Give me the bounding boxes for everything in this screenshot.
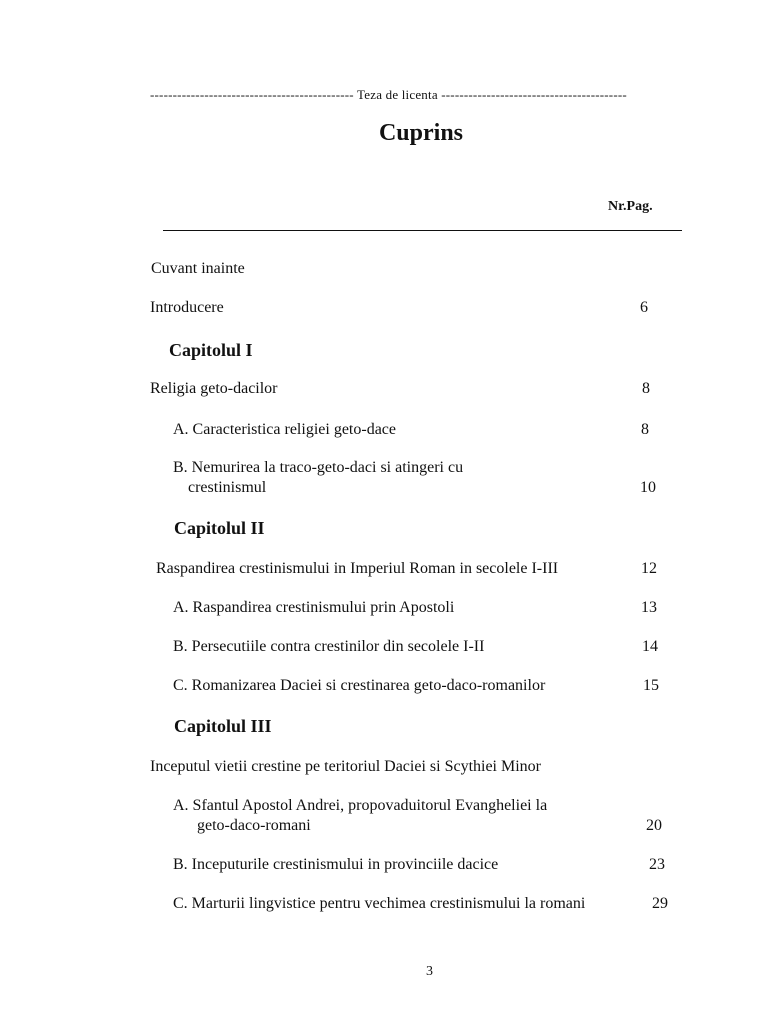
- toc-page-number: 15: [643, 677, 659, 694]
- toc-entry-3b: B. Inceputurile crestinismului in provinciile dacice: [173, 856, 499, 873]
- toc-page-number: 8: [641, 421, 649, 438]
- toc-entry-religion: Religia geto-dacilor: [150, 380, 278, 397]
- toc-page-number: 13: [641, 599, 657, 616]
- page-footer-number: 3: [426, 964, 433, 979]
- header-divider: [163, 230, 682, 231]
- toc-page-number: 6: [640, 299, 648, 316]
- toc-entry-beginning: Inceputul vietii crestine pe teritoriul Daciei si Scythiei Minor: [150, 758, 541, 775]
- toc-entry-3a: A. Sfantul Apostol Andrei, propovaduitorul Evangheliei la: [173, 797, 548, 814]
- running-header: --------------------------------------------- Teza de licenta -----------------------------------------: [150, 87, 627, 102]
- page-title: Cuprins: [378, 120, 464, 146]
- toc-page-number: 29: [652, 895, 668, 912]
- toc-page-number: 20: [646, 817, 662, 834]
- chapter-heading-3: Capitolul III: [174, 716, 272, 736]
- toc-page-number: 14: [642, 638, 658, 655]
- page-number-column-label: Nr.Pag.: [608, 199, 653, 214]
- chapter-heading-2: Capitolul II: [174, 518, 265, 538]
- toc-entry-1a: A. Caracteristica religiei geto-dace: [173, 421, 396, 438]
- toc-entry-2a: A. Raspandirea crestinismului prin Apostoli: [173, 599, 455, 616]
- toc-entry-1b-continued: crestinismul: [188, 479, 267, 496]
- toc-entry-foreword: Cuvant inainte: [151, 260, 245, 277]
- toc-entry-3c: C. Marturii lingvistice pentru vechimea crestinismului la romani: [173, 895, 586, 912]
- toc-page-number: 23: [649, 856, 665, 873]
- toc-page-number: 12: [641, 560, 657, 577]
- toc-entry-3a-continued: geto-daco-romani: [197, 817, 311, 834]
- toc-entry-introduction: Introducere: [150, 299, 224, 316]
- toc-entry-1b: B. Nemurirea la traco-geto-daci si atingeri cu: [173, 459, 464, 476]
- toc-entry-spread: Raspandirea crestinismului in Imperiul Roman in secolele I-III: [156, 560, 559, 577]
- toc-page-number: 10: [640, 479, 656, 496]
- toc-entry-2b: B. Persecutiile contra crestinilor din secolele I-II: [173, 638, 485, 655]
- toc-entry-2c: C. Romanizarea Daciei si crestinarea geto-daco-romanilor: [173, 677, 546, 694]
- chapter-heading-1: Capitolul I: [169, 340, 253, 360]
- toc-page-number: 8: [642, 380, 650, 397]
